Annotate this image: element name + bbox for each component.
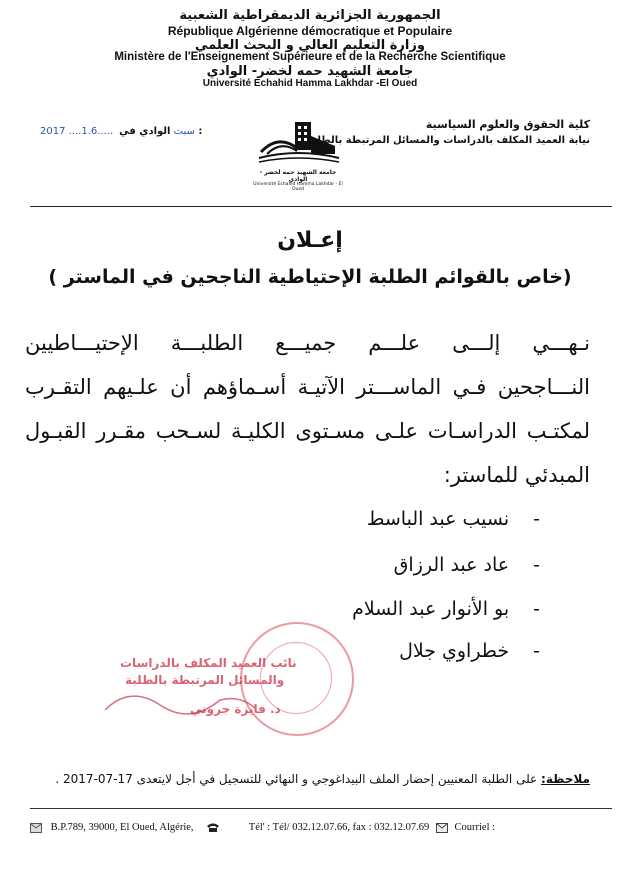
university-logo bbox=[253, 118, 343, 193]
signature-line-2: والمسائل المرتبطة بالطلبة bbox=[125, 673, 285, 687]
note bbox=[55, 772, 590, 786]
header-divider bbox=[30, 206, 612, 207]
header-line-fr-republic: République Algérienne démocratique et Populaire bbox=[167, 24, 453, 38]
list-item bbox=[399, 640, 540, 662]
list-dash: - bbox=[533, 554, 540, 576]
footer-address: B.P.789, 39000, El Oued, Algérie, bbox=[50, 822, 194, 833]
student-name: نسيب عبد الباسط bbox=[366, 508, 510, 530]
date-block bbox=[40, 126, 202, 137]
list-item bbox=[367, 508, 540, 530]
body-line-2: النـــاجحين فـي الماســـتر الآتيـة أسـماؤهم أن علـيهم التقـرب bbox=[25, 375, 590, 399]
telephone-icon bbox=[206, 822, 220, 833]
signature-line-1: نائب العميد المكلف بالدراسات bbox=[120, 656, 297, 670]
signature-name: د. فايزة جروني bbox=[190, 702, 281, 716]
list-dash: - bbox=[533, 508, 540, 530]
footer bbox=[30, 822, 495, 833]
footer-mail: Courriel : bbox=[454, 822, 496, 833]
note-label: ملاحظة: bbox=[541, 772, 590, 786]
header-line-ar-ministry: وزارة التعليم العالي و البحث العلمي bbox=[195, 38, 425, 53]
header-line-fr-university: Université Echahid Hamma Lakhdar -El Oued bbox=[202, 78, 418, 89]
logo-caption-ar: جامعة الشهيد حمه لخضر - الوادي bbox=[259, 169, 337, 183]
student-name: بو الأنوار عبد السلام bbox=[352, 598, 510, 620]
mail-icon bbox=[436, 823, 448, 833]
date-value: 2017 ....1.6.....سبت bbox=[40, 126, 195, 137]
announcement-title: إعـلان bbox=[277, 228, 343, 253]
note-text: على الطلبة المعنيين إحضار الملف البيداغوجي و النهائي للتسجيل في أجل لايتعدى 17-07-2017 . bbox=[55, 772, 538, 786]
list-dash: - bbox=[533, 640, 540, 662]
announcement-subtitle: (خاص بالقوائم الطلبة الإحتياطية الناجحين في الماستر ) bbox=[48, 266, 572, 288]
list-dash: - bbox=[533, 598, 540, 620]
header-line-ar-republic: الجمهورية الجزائرية الديمقراطية الشعبية bbox=[179, 8, 441, 23]
body-line-3: لمكتـب الدراسـات علـى مسـتوى الكليـة لسـحب مقـرر القبـول bbox=[25, 419, 590, 443]
body-line-1: نـهـــي إلـــى علـــم جميـــع الطلبـــة الإحتيـــاطيين bbox=[25, 331, 590, 355]
body-line-4: المبدئي للماستر: bbox=[443, 463, 590, 487]
footer-phone: Tél' : Tél/ 032.12.07.66, fax : 032.12.07.69 bbox=[248, 822, 430, 833]
student-name: عاد عبد الرزاق bbox=[393, 554, 510, 576]
list-item bbox=[394, 554, 540, 576]
handwritten-signature bbox=[100, 680, 260, 720]
faculty-name: كلية الحقوق والعلوم السياسية bbox=[425, 118, 590, 131]
date-label: الوادي في : bbox=[119, 126, 203, 137]
student-name: خطراوي جلال bbox=[399, 640, 510, 662]
deanery-name: نيابة العميد المكلف بالدراسات والمسائل المرتبطة بالطلبة bbox=[307, 135, 590, 146]
envelope-icon bbox=[30, 823, 42, 833]
header-line-ar-university: جامعة الشهيد حمه لخضر- الوادي bbox=[206, 64, 414, 79]
list-item bbox=[352, 598, 540, 620]
footer-divider bbox=[30, 808, 612, 809]
logo-caption-fr: Université Echahid Hamma Lakhdar - El Oued bbox=[253, 182, 343, 193]
header-line-fr-ministry: Ministère de l'Enseignement Supérieure et de la Recherche Scientifique bbox=[114, 51, 506, 63]
